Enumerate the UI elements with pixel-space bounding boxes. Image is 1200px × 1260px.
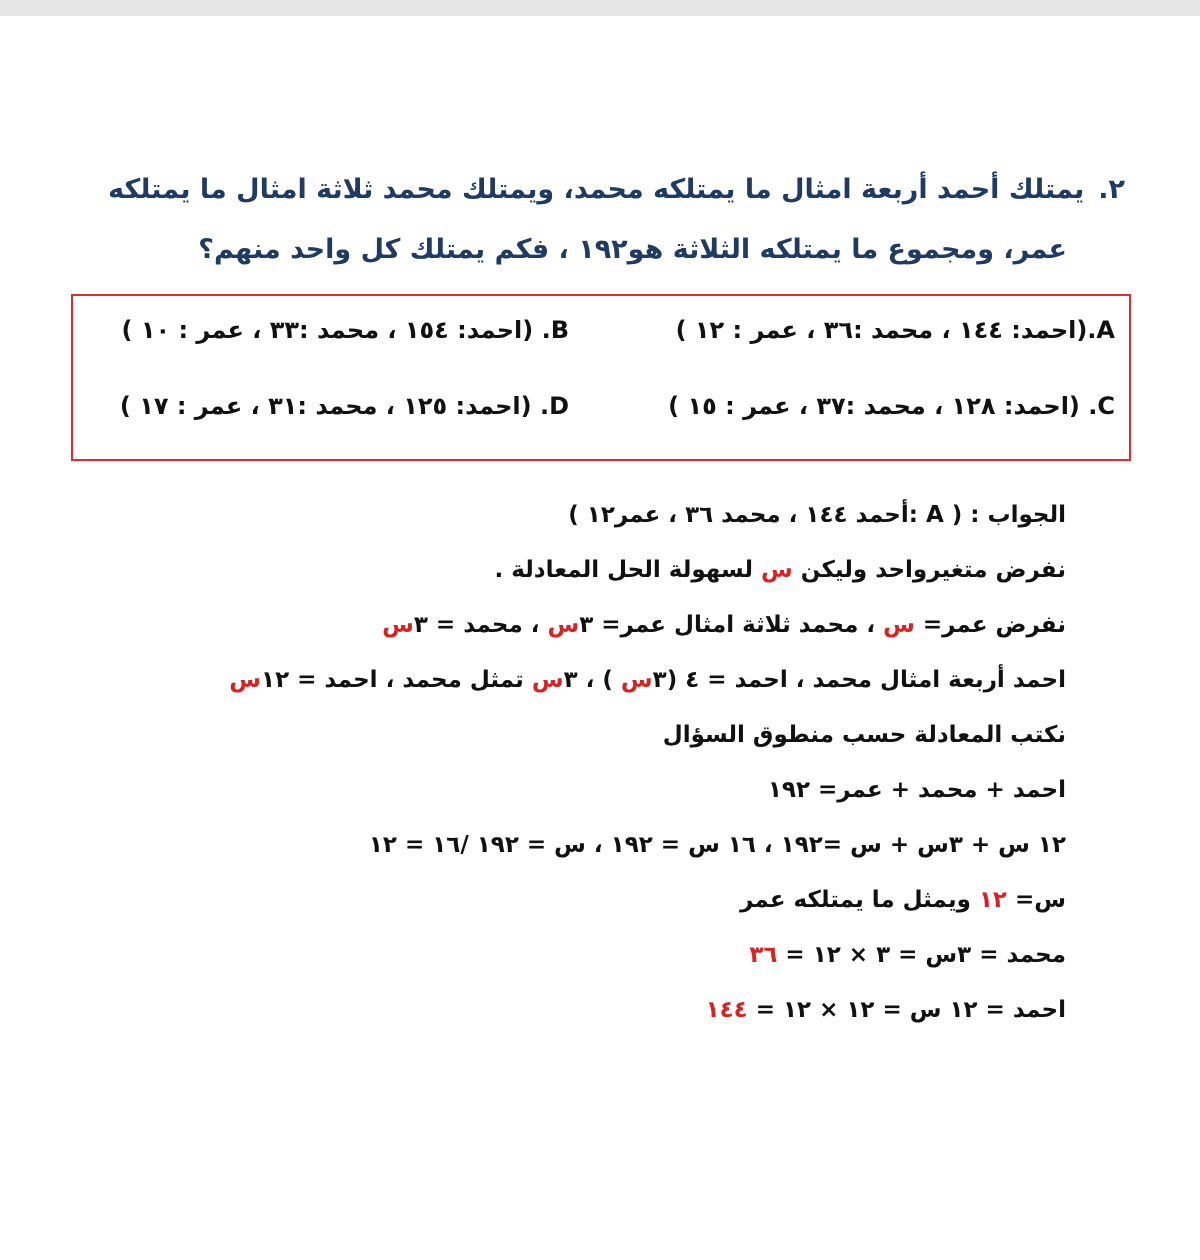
top-bar: [0, 0, 1200, 16]
result-omar: ١٢: [978, 887, 1007, 913]
variable-symbol: س: [531, 667, 564, 693]
question-line-1: [95, 160, 1125, 220]
answer-solution: [200, 492, 1066, 1042]
variable-symbol: س: [382, 612, 414, 638]
variable-symbol: س: [761, 557, 793, 583]
answer-line-2-text-c: لسهولة الحل المعادلة .: [494, 557, 762, 583]
choice-b[interactable]: B. (احمد: ١٥٤ ، محمد :٣٣ ، عمر : ١٠ ): [121, 316, 569, 344]
answer-line-2: [200, 547, 1066, 602]
question-number: ٢.: [1098, 174, 1125, 205]
answer-line-4-text-e: تمثل محمد ، احمد = ١٢: [261, 667, 532, 693]
answer-line-5: نكتب المعادلة حسب منطوق السؤال: [662, 722, 1066, 748]
variable-symbol: س: [883, 612, 915, 638]
variable-symbol: س: [547, 612, 580, 638]
variable-symbol: س: [620, 667, 653, 693]
answer-line-10: [200, 987, 1066, 1042]
answer-line-3-text-c: ، محمد ثلاثة امثال عمر= ٣: [579, 612, 884, 638]
question-text: [95, 160, 1125, 280]
result-mohammed: ٣٦: [749, 942, 778, 968]
answer-line-4-text-c: ) ، ٣: [563, 667, 621, 693]
answer-line-3: [200, 602, 1066, 657]
answer-line-4-text-a: احمد أربعة امثال محمد ، احمد = ٤ (٣: [652, 667, 1066, 693]
answer-line-4: [200, 657, 1066, 712]
answer-line-3-text-a: نفرض عمر=: [914, 612, 1066, 638]
answer-line-8-text-a: س=: [1006, 887, 1066, 913]
answer-line-9-text-a: محمد = ٣س = ٣ × ١٢ =: [777, 942, 1066, 968]
answer-line-10-text-a: احمد = ١٢ س = ١٢ × ١٢ =: [747, 997, 1066, 1023]
choice-c[interactable]: C. (احمد: ١٢٨ ، محمد :٣٧ ، عمر : ١٥ ): [668, 392, 1115, 420]
answer-line-1: الجواب : ( A :أحمد ١٤٤ ، محمد ٣٦ ، عمر١٢ ): [568, 502, 1066, 528]
answer-line-8-text-c: ويمثل ما يمتلكه عمر: [740, 887, 979, 913]
question-line-2: عمر، ومجموع ما يمتلكه الثلاثة هو١٩٢ ، فكم يمتلك كل واحد منهم؟: [198, 234, 1067, 265]
choice-a[interactable]: A.(احمد: ١٤٤ ، محمد :٣٦ ، عمر : ١٢ ): [675, 316, 1115, 344]
choices-box: [71, 294, 1131, 461]
result-ahmed: ١٤٤: [705, 997, 748, 1023]
question-line-1-text: يمتلك أحمد أربعة امثال ما يمتلكه محمد، ويمتلك محمد ثلاثة امثال ما يمتلكه: [108, 174, 1085, 205]
answer-line-9: [200, 932, 1066, 987]
answer-line-8: [200, 877, 1066, 932]
answer-line-2-text-a: نفرض متغيرواحد وليكن: [792, 557, 1066, 583]
variable-symbol: س: [229, 667, 262, 693]
answer-line-7: ١٢ س + ٣س + س =١٩٢ ، ١٦ س = ١٩٢ ، س = ١٩٢ /١٦ = ١٢: [368, 832, 1066, 858]
choice-d[interactable]: D. (احمد: ١٢٥ ، محمد :٣١ ، عمر : ١٧ ): [119, 392, 569, 420]
answer-line-6: احمد + محمد + عمر= ١٩٢: [767, 777, 1066, 803]
answer-line-3-text-e: ، محمد = ٣: [413, 612, 548, 638]
